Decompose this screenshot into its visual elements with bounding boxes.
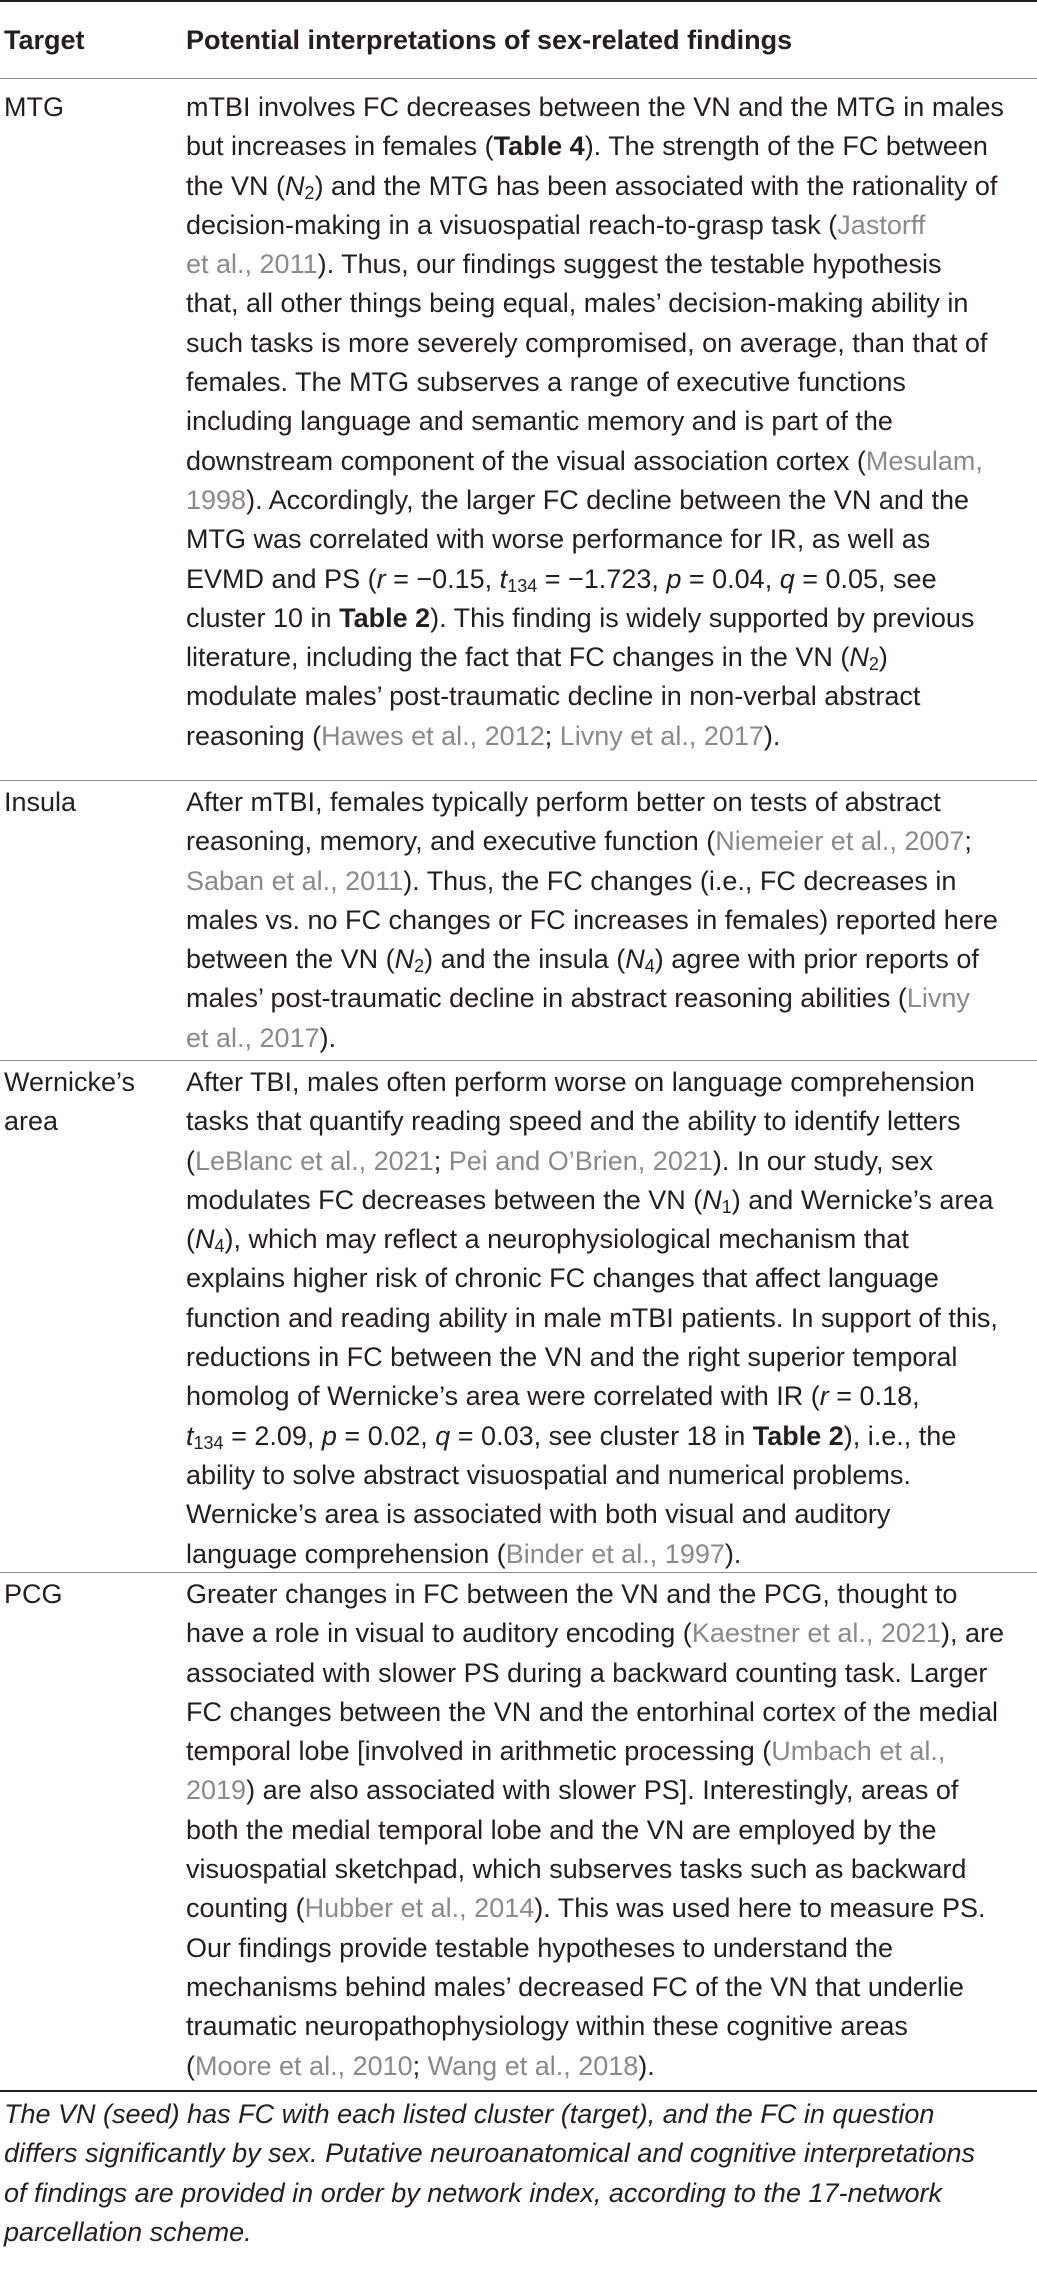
- row-interpretation: [186, 88, 1034, 756]
- text-line: that, all other things being equal, males’ decision-making ability in: [186, 288, 969, 319]
- text-line: Greater changes in FC between the VN and the PCG, thought to: [186, 1579, 958, 1609]
- header-interpretation: Potential interpretations of sex-related findings: [186, 25, 793, 55]
- text-line: including language and semantic memory and is part of the: [186, 406, 893, 437]
- text-line: $t_{134} = 2.09$, p = 0.02, q = 0.03, see cluster 18 in Table 2), i.e., the: [186, 1420, 957, 1453]
- text-line: MTG was correlated with worse performance for IR, as well as: [186, 524, 931, 555]
- row-divider: [0, 1572, 1037, 1573]
- text-line: mTBI involves FC decreases between the VN and the MTG in males: [186, 92, 1004, 122]
- text-line: reasoning, memory, and executive function (Niemeier et al., 2007;: [186, 826, 972, 857]
- text-line: reductions in FC between the VN and the right superior temporal: [186, 1342, 958, 1373]
- footnote-line: parcellation scheme.: [4, 2216, 252, 2247]
- text-line: function and reading ability in male mTBI patients. In support of this,: [186, 1302, 998, 1333]
- table-footnote: [4, 2095, 1034, 2252]
- text-line: modulates FC decreases between the VN $(N_1)$ and Wernicke’s area: [186, 1184, 994, 1217]
- text-line: visuospatial sketchpad, which subserves tasks such as backward: [186, 1854, 967, 1885]
- row-target: [4, 88, 174, 127]
- text-line: (Moore et al., 2010; Wang et al., 2018).: [186, 2050, 655, 2081]
- target-label: Wernicke’s: [4, 1067, 136, 1097]
- text-line: temporal lobe [involved in arithmetic processing (Umbach et al.,: [186, 1736, 946, 1767]
- text-line: et al., 2011). Thus, our findings suggest the testable hypothesis: [186, 249, 942, 280]
- text-line: males’ post-traumatic decline in abstract reasoning abilities (Livny: [186, 983, 970, 1014]
- row-interpretation: [186, 1063, 1034, 1574]
- text-line: associated with slower PS during a backward counting task. Larger: [186, 1657, 988, 1688]
- row-divider: [0, 780, 1037, 781]
- text-line: After mTBI, females typically perform better on tests of abstract: [186, 787, 941, 817]
- row-target: [4, 783, 174, 822]
- header-target: Target: [4, 25, 85, 55]
- target-label: area: [4, 1106, 59, 1137]
- text-line: such tasks is more severely compromised, on average, than that of: [186, 327, 988, 358]
- text-line: the VN $(N_2)$ and the MTG has been associated with the rationality of: [186, 170, 998, 203]
- text-line: traumatic neuropathophysiology within these cognitive areas: [186, 2011, 908, 2042]
- target-label: PCG: [4, 1579, 63, 1609]
- text-line: Saban et al., 2011). Thus, the FC changes (i.e., FC decreases in: [186, 865, 957, 896]
- target-label: MTG: [4, 92, 64, 122]
- text-line: males vs. no FC changes or FC increases in females) reported here: [186, 904, 998, 935]
- footnote-line: differs significantly by sex. Putative neuroanatomical and cognitive interpretations: [4, 2138, 976, 2169]
- text-line: Our findings provide testable hypotheses to understand the: [186, 1932, 893, 1963]
- text-line: ability to solve abstract visuospatial and numerical problems.: [186, 1459, 911, 1490]
- text-line: 2019) are also associated with slower PS]. Interestingly, areas of: [186, 1775, 959, 1806]
- table-header-row: [0, 0, 1037, 80]
- text-line: counting (Hubber et al., 2014). This was used here to measure PS.: [186, 1893, 986, 1924]
- text-line: FC changes between the VN and the entorhinal cortex of the medial: [186, 1696, 998, 1727]
- footnote-line: The VN (seed) has FC with each listed cluster (target), and the FC in question: [4, 2099, 935, 2129]
- text-line: reasoning (Hawes et al., 2012; Livny et al., 2017).: [186, 720, 781, 751]
- text-line: but increases in females (Table 4). The strength of the FC between: [186, 131, 988, 162]
- text-line: literature, including the fact that FC changes in the VN $(N_2)$: [186, 642, 888, 675]
- text-line: downstream component of the visual association cortex (Mesulam,: [186, 445, 983, 476]
- header-divider: [0, 78, 1037, 79]
- row-interpretation: [186, 1575, 1034, 2086]
- text-line: (LeBlanc et al., 2021; Pei and O’Brien, 2021). In our study, sex: [186, 1145, 933, 1176]
- text-line: between the VN $(N_2)$ and the insula $(N_4)$ agree with prior reports of: [186, 944, 979, 977]
- text-line: $(N_4)$, which may reflect a neurophysiological mechanism that: [186, 1224, 909, 1257]
- table-bottom-rule: [0, 2090, 1037, 2092]
- text-line: modulate males’ post-traumatic decline in non-verbal abstract: [186, 681, 921, 712]
- text-line: et al., 2017).: [186, 1022, 337, 1053]
- text-line: EVMD and PS (r = −0.15, $t_{134} = -1.723$, p = 0.04, q = 0.05, see: [186, 563, 937, 596]
- target-label: Insula: [4, 787, 77, 817]
- text-line: both the medial temporal lobe and the VN are employed by the: [186, 1814, 937, 1845]
- text-line: Wernicke’s area is associated with both visual and auditory: [186, 1499, 891, 1530]
- row-interpretation: [186, 783, 1034, 1058]
- row-divider: [0, 1060, 1037, 1061]
- text-line: language comprehension (Binder et al., 1997).: [186, 1538, 742, 1569]
- text-line: explains higher risk of chronic FC changes that affect language: [186, 1263, 939, 1294]
- text-line: 1998). Accordingly, the larger FC decline between the VN and the: [186, 484, 969, 515]
- text-line: have a role in visual to auditory encoding (Kaestner et al., 2021), are: [186, 1618, 1005, 1649]
- row-target: [4, 1063, 174, 1142]
- text-line: decision-making in a visuospatial reach-to-grasp task (Jastorff: [186, 209, 926, 240]
- text-line: cluster 10 in Table 2). This finding is widely supported by previous: [186, 602, 975, 633]
- footnote-line: of findings are provided in order by network index, according to the 17-network: [4, 2177, 943, 2208]
- text-line: tasks that quantify reading speed and the ability to identify letters: [186, 1106, 961, 1137]
- text-line: homolog of Wernicke’s area were correlated with IR (r = 0.18,: [186, 1381, 920, 1412]
- text-line: After TBI, males often perform worse on language comprehension: [186, 1067, 975, 1097]
- row-target: [4, 1575, 174, 1614]
- text-line: females. The MTG subserves a range of executive functions: [186, 367, 906, 398]
- text-line: mechanisms behind males’ decreased FC of the VN that underlie: [186, 1971, 964, 2002]
